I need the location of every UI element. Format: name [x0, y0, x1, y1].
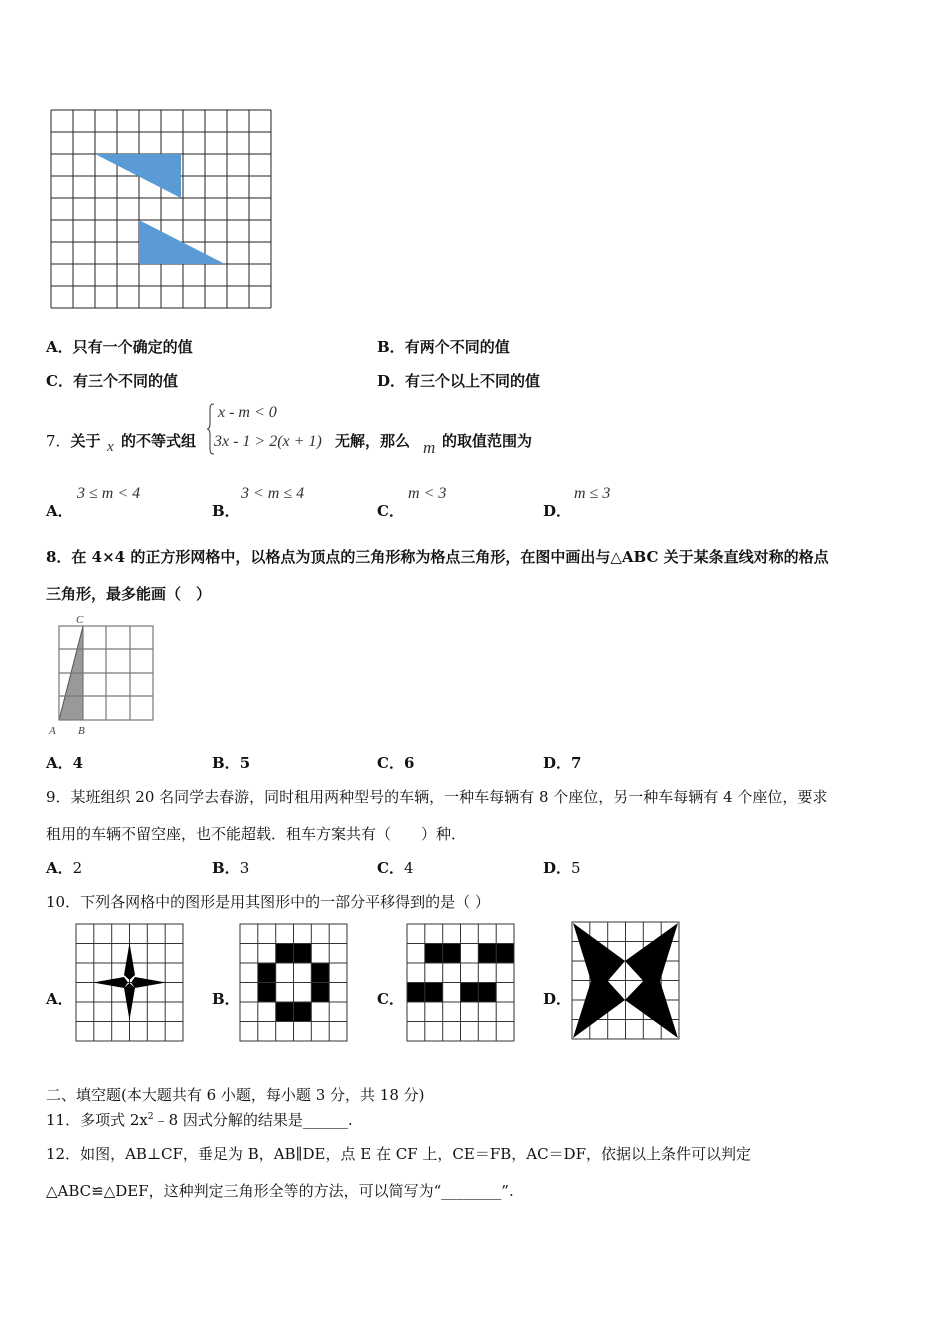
q8-grid-figure: [46, 612, 158, 738]
q6-grid-figure: [50, 109, 272, 309]
q7-option-d-letter: D．: [543, 502, 572, 520]
q9-option-d: D．5: [543, 859, 581, 877]
q8-label-b: B: [78, 725, 85, 737]
q8-line-2: 三角形，最多能画（ ）: [46, 585, 212, 603]
q10-option-b-letter: B．: [212, 990, 240, 1008]
q9-option-b: B．3: [212, 859, 250, 877]
q9-option-a: A．2: [46, 859, 83, 877]
q8-option-a: A．4: [46, 754, 84, 772]
q7-option-b-expr: 3 < m ≤ 4: [241, 485, 305, 502]
q12-line-2: △ABC≌△DEF，这种判定三角形全等的方法，可以简写为“________”.: [46, 1182, 514, 1200]
q10-option-a-letter: A．: [46, 990, 73, 1008]
q7-number: 7．关于: [46, 432, 101, 450]
q7-option-c-letter: C．: [377, 502, 404, 520]
q6-option-c: C．有三个不同的值: [46, 372, 178, 390]
q8-label-c: C: [76, 614, 84, 626]
q10-figure-d: [571, 921, 681, 1041]
q6-option-d: D．有三个以上不同的值: [377, 372, 541, 390]
q9-line-1: 9．某班组织 20 名同学去春游，同时租用两种型号的车辆，一种车每辆有 8 个座位，另一种车每辆有 4 个座位，要求: [46, 788, 828, 806]
q7-option-a-expr: 3 ≤ m < 4: [77, 485, 141, 502]
q6-option-b: B．有两个不同的值: [377, 338, 510, 356]
q10-option-c-letter: C．: [377, 990, 404, 1008]
q11-line: 11．多项式 $2x^2﹣8$ 因式分解的结果是______.: [46, 1111, 353, 1129]
q12-line-1: 12．如图，AB⊥CF，垂足为 B，AB∥DE，点 E 在 CF 上，CE＝FB，AC＝DF，依据以上条件可以判定: [46, 1145, 751, 1163]
q10-figure-b: [239, 923, 349, 1043]
q9-line-2: 租用的车辆不留空座，也不能超载．租车方案共有（ ）种．: [46, 825, 467, 843]
q8-option-b: B．5: [212, 754, 251, 772]
q6-option-a: A．只有一个确定的值: [46, 338, 193, 356]
q8-option-c: C．6: [377, 754, 415, 772]
q7-option-d-expr: m ≤ 3: [574, 485, 611, 502]
q10-option-d-letter: D．: [543, 990, 572, 1008]
q7-option-b-letter: B．: [212, 502, 240, 520]
q7-var-x: x: [107, 439, 114, 455]
q7-ineq-2: 3x - 1 > 2(x + 1): [214, 433, 322, 450]
q7-suffix-1: 无解，那么: [335, 432, 411, 450]
q7-option-c-expr: m < 3: [408, 485, 447, 502]
q7-suffix-2: 的取值范围为: [442, 432, 533, 450]
q10-figure-a: [75, 923, 185, 1043]
q7-mid: 的不等式组: [121, 432, 197, 450]
q8-line-1: 8．在 4×4 的正方形网格中，以格点为顶点的三角形称为格点三角形，在图中画出与△ABC 关于某条直线对称的格点: [46, 548, 829, 566]
q10-figure-c: [406, 923, 516, 1043]
q7-ineq-1: x - m < 0: [218, 404, 277, 421]
q8-label-a: A: [49, 725, 56, 737]
q7-var-m: m: [423, 438, 436, 457]
q7-option-a-letter: A．: [46, 502, 73, 520]
section2-heading: 二、填空题(本大题共有 6 小题，每小题 3 分，共 18 分): [46, 1086, 425, 1104]
q10-stem: 10．下列各网格中的图形是用其图形中的一部分平移得到的是（ ）: [46, 893, 490, 911]
q9-option-c: C．4: [377, 859, 414, 877]
q8-option-d: D．7: [543, 754, 582, 772]
